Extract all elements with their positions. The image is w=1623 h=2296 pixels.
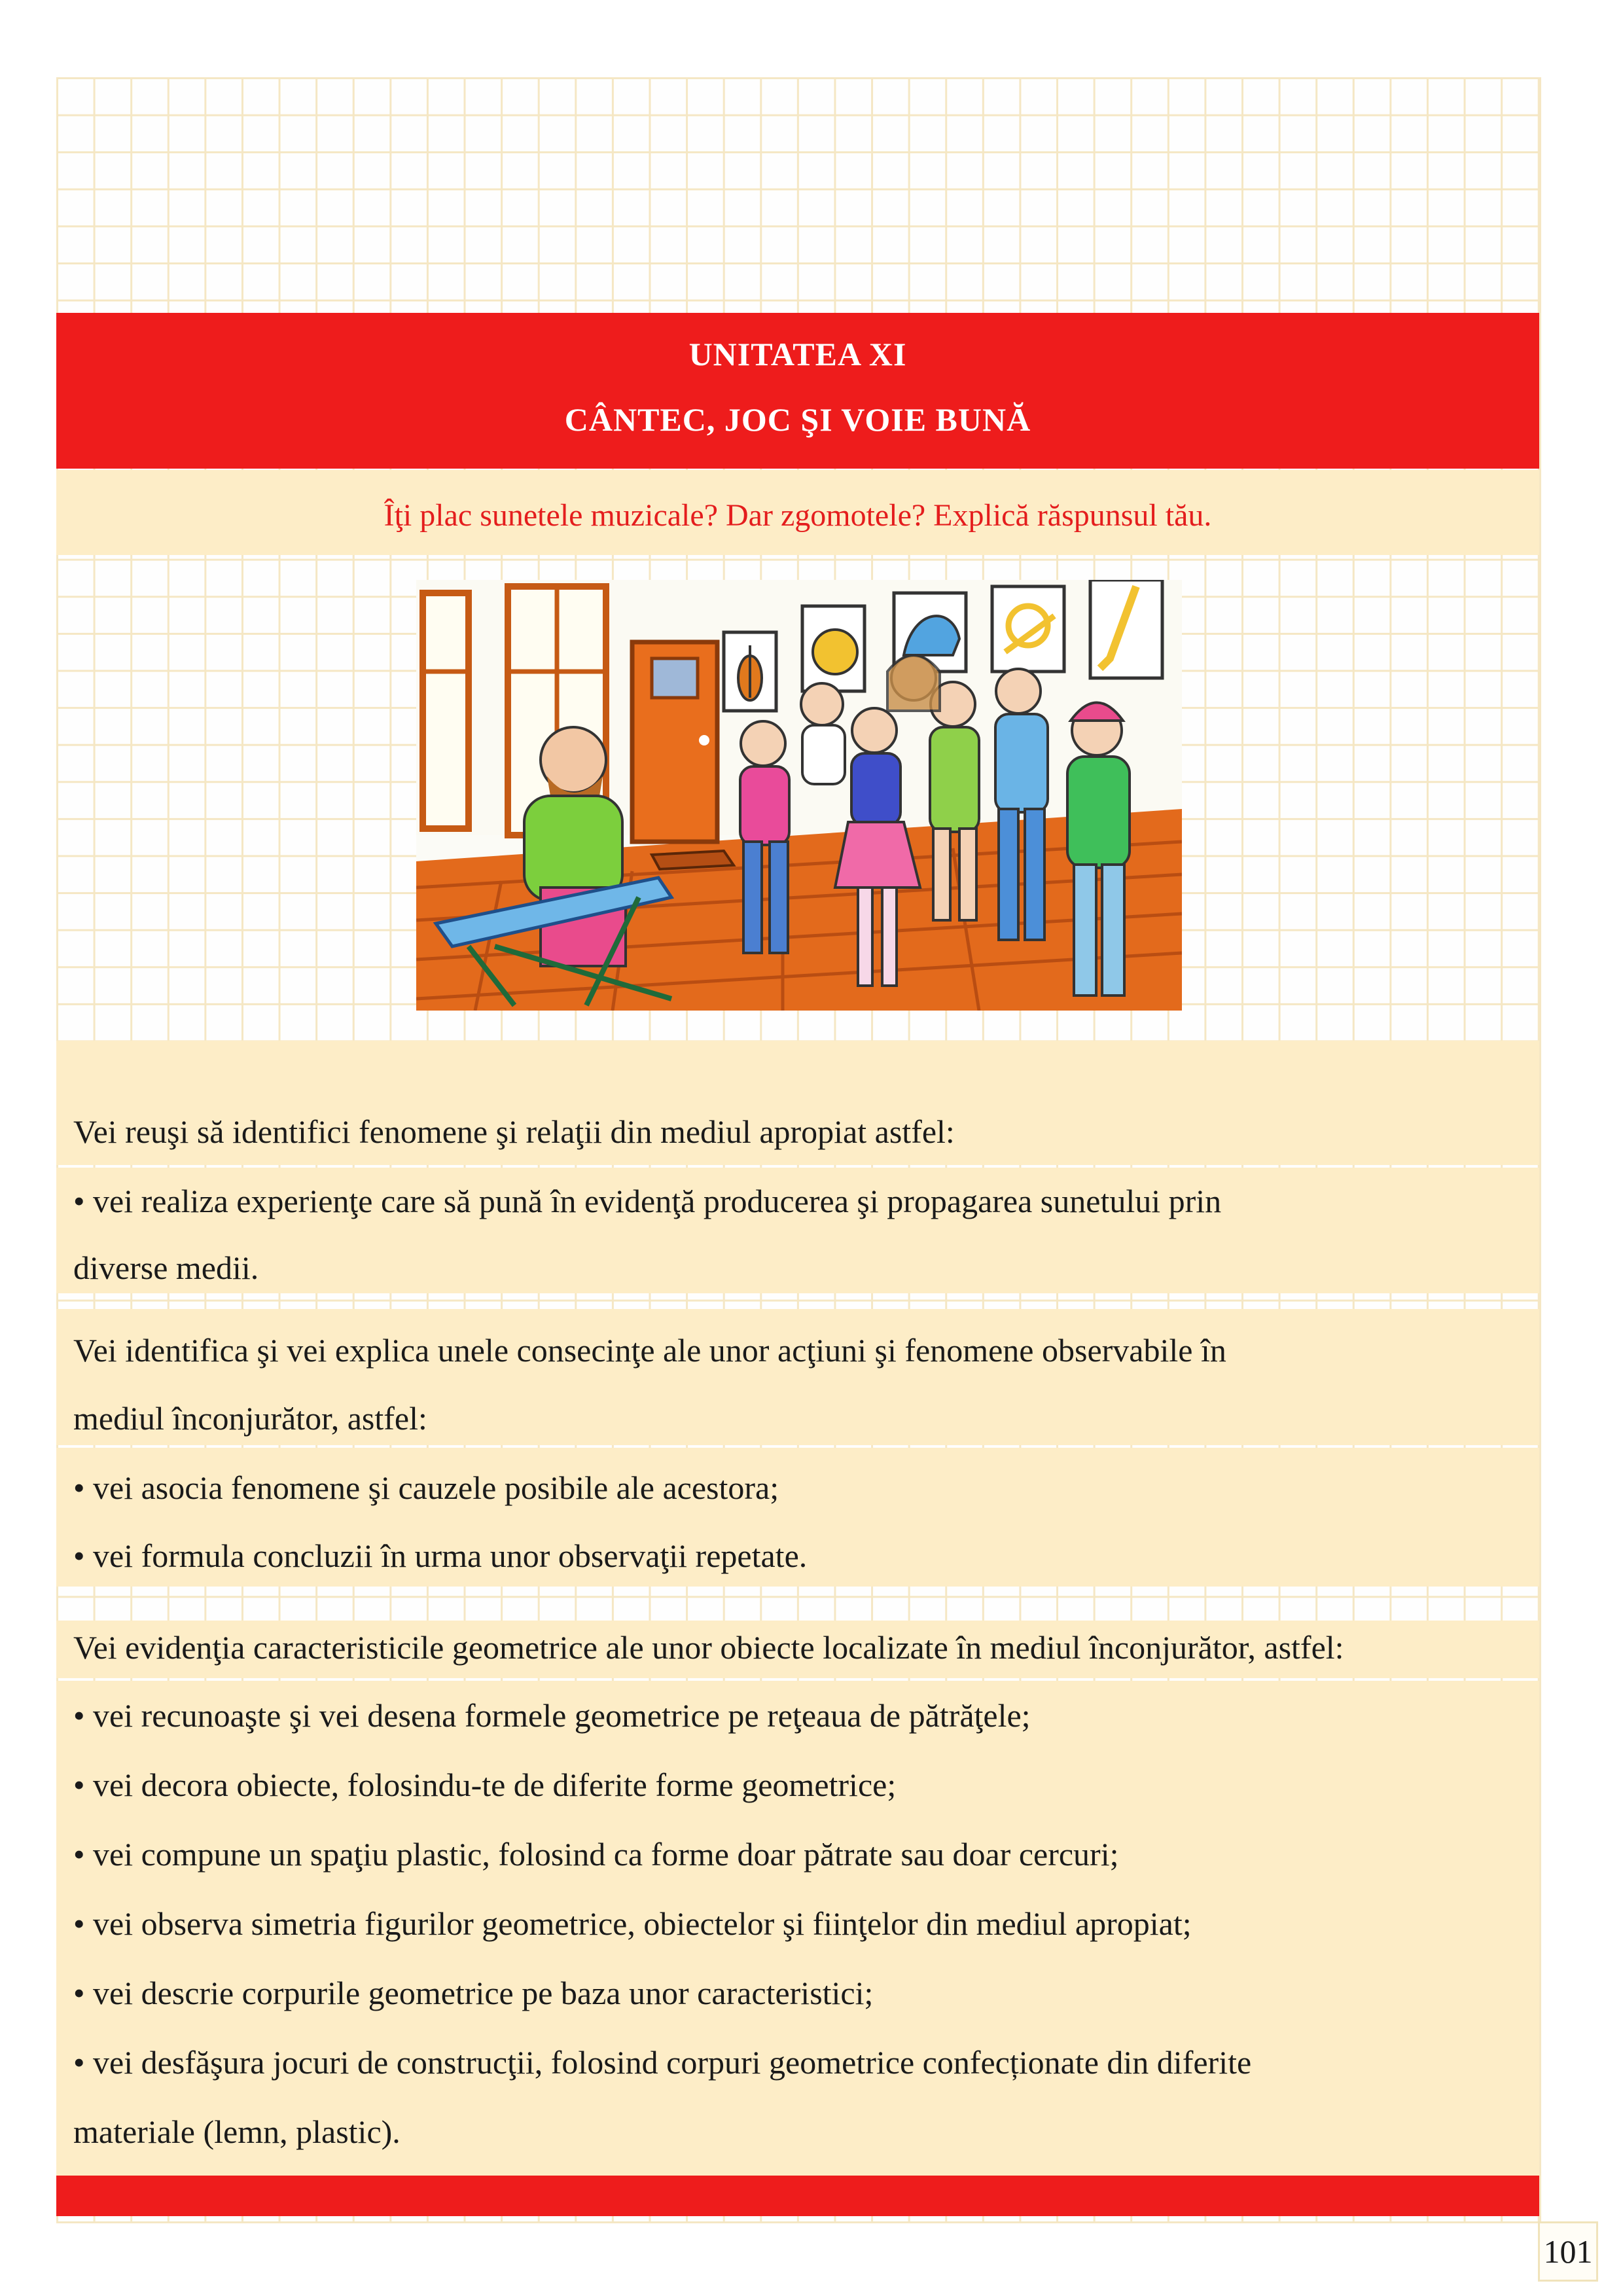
- horn-icon: [813, 630, 857, 674]
- objective-intro: Vei evidenţia caracteristicile geometrice ale unor obiecte localizate în mediul înconjurător, astfel:: [73, 1629, 1344, 1666]
- unit-title: CÂNTEC, JOC ŞI VOIE BUNĂ: [564, 401, 1031, 438]
- question-band: [56, 470, 1539, 555]
- illustration-svg: [416, 580, 1182, 1011]
- spacer-band: [56, 1041, 1539, 1098]
- objective-item: • vei recunoaşte şi vei desena formele geometrice pe reţeaua de pătrăţele;: [73, 1697, 1031, 1734]
- objective-item: • vei decora obiecte, folosindu-te de diferite forme geometrice;: [73, 1767, 897, 1803]
- page-number: 101: [1538, 2221, 1598, 2282]
- intro-question: Îţi plac sunetele muzicale? Dar zgomotele? Explică răspunsul tău.: [383, 498, 1212, 533]
- objective-item: • vei realiza experienţe care să pună în evidenţă producerea şi propagarea sunetului prin: [73, 1183, 1222, 1219]
- objective-item: • vei compune un spaţiu plastic, folosind ca forme doar pătrate sau doar cercuri;: [73, 1836, 1119, 1873]
- objective-item: • vei descrie corpurile geometrice pe baza unor caracteristici;: [73, 1975, 874, 2011]
- objective-intro-continued: mediul înconjurător, astfel:: [73, 1400, 427, 1437]
- objective-intro: Vei reuşi să identifici fenomene şi relaţii din mediul apropiat astfel:: [73, 1113, 955, 1150]
- objective-item: materiale (lemn, plastic).: [73, 2113, 401, 2150]
- music-class-illustration: [416, 580, 1182, 1011]
- unit-title-banner: [56, 313, 1539, 469]
- objective-item: diverse medii.: [73, 1249, 259, 1286]
- bottom-red-bar: [56, 2176, 1539, 2216]
- objective-intro: Vei identifica şi vei explica unele consecinţe ale unor acţiuni şi fenomene observabile în: [73, 1332, 1226, 1369]
- objective-item: • vei asocia fenomene şi cauzele posibile ale acestora;: [73, 1469, 779, 1506]
- unit-label: UNITATEA XI: [688, 336, 907, 372]
- objective-item: • vei desfăşura jocuri de construcţii, folosind corpuri geometrice confecționate din diferite: [73, 2044, 1252, 2081]
- objective-item: • vei observa simetria figurilor geometrice, obiectelor şi fiinţelor din mediul apropiat;: [73, 1905, 1192, 1942]
- objective-item: • vei formula concluzii în urma unor observaţii repetate.: [73, 1537, 808, 1574]
